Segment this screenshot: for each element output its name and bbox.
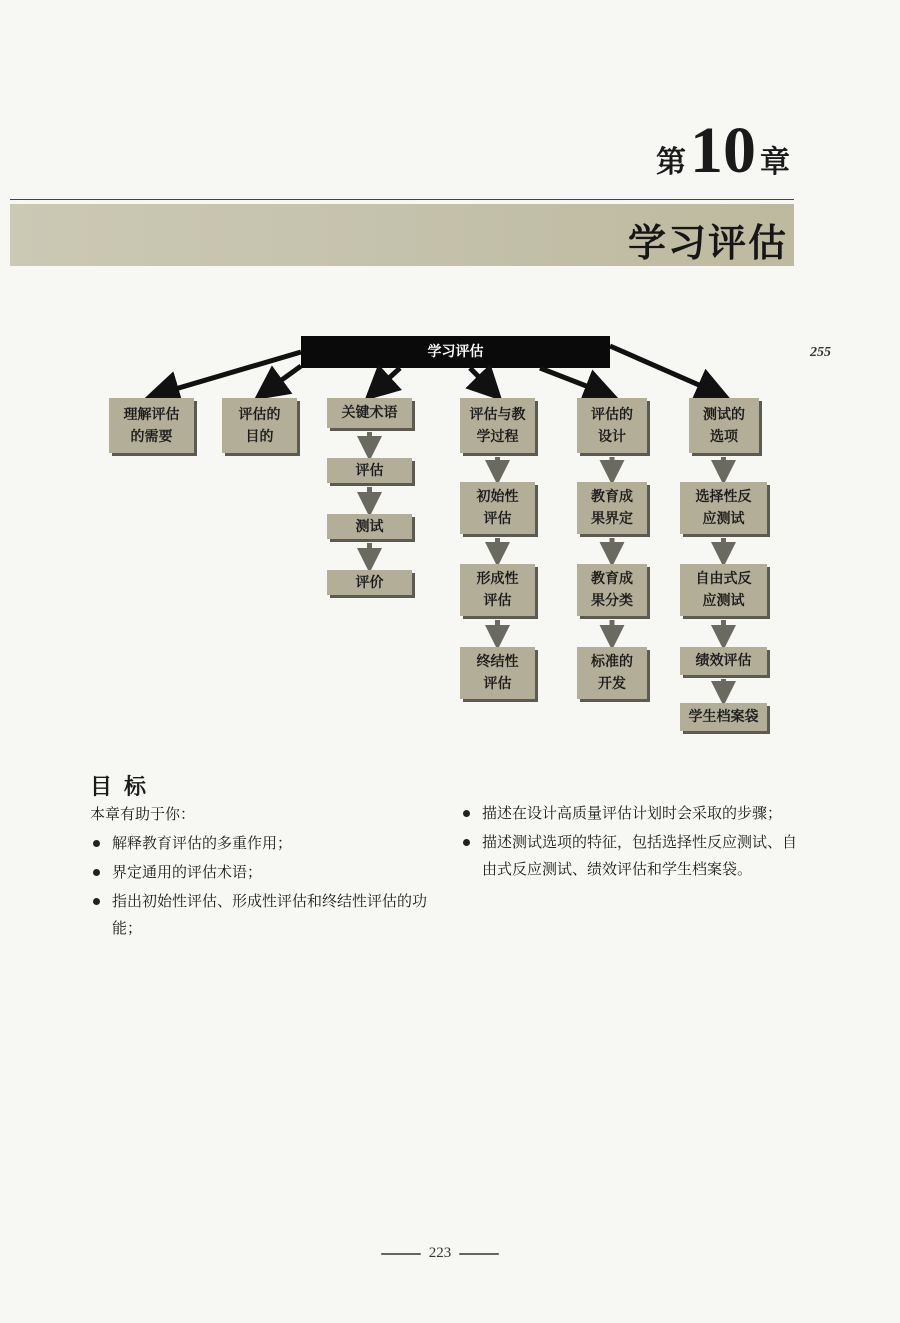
node-label bbox=[460, 568, 535, 612]
objective-item: 描述测试选项的特征，包括选择性反应测试、自由式反应测试、绩效评估和学生档案袋。 bbox=[460, 829, 800, 883]
footer-ornament bbox=[459, 1253, 499, 1255]
node-label-line: 评估 bbox=[483, 676, 512, 692]
objectives-list-right bbox=[460, 800, 800, 885]
node-label bbox=[460, 404, 535, 448]
node-label-line: 教育成 bbox=[591, 489, 633, 505]
node-label-line: 果分类 bbox=[591, 593, 633, 609]
margin-page-number: 255 bbox=[810, 345, 831, 360]
bullet-icon bbox=[93, 840, 100, 847]
node-label bbox=[327, 516, 412, 538]
connector-arrow bbox=[470, 368, 498, 396]
root-node-label: 学习评估 bbox=[427, 344, 484, 360]
objective-item: 解释教育评估的多重作用； bbox=[90, 830, 430, 857]
node-label-line: 学生档案袋 bbox=[688, 709, 759, 725]
node-label bbox=[680, 486, 767, 530]
node-label-line: 绩效评估 bbox=[695, 653, 752, 669]
connector-arrow bbox=[370, 368, 401, 396]
node-label bbox=[577, 486, 647, 530]
node-label bbox=[327, 572, 412, 594]
objective-item: 界定通用的评估术语； bbox=[90, 859, 430, 886]
node-label bbox=[460, 651, 535, 695]
node-label bbox=[460, 486, 535, 530]
node-label-line: 自由式反 bbox=[695, 571, 752, 587]
node-label-line: 初始性 bbox=[476, 489, 519, 505]
node-label bbox=[680, 568, 767, 612]
chapter-suffix: 章 bbox=[760, 145, 790, 180]
objectives-intro: 本章有助于你： bbox=[90, 805, 196, 823]
bullet-icon bbox=[463, 839, 470, 846]
node-label-line: 形成性 bbox=[476, 571, 519, 587]
objective-item: 指出初始性评估、形成性评估和终结性评估的功能； bbox=[90, 888, 430, 942]
node-label-line: 设计 bbox=[598, 428, 626, 445]
node-label bbox=[327, 402, 412, 424]
bullet-icon bbox=[463, 810, 470, 817]
connector-arrow bbox=[610, 346, 724, 396]
node-label-line: 果界定 bbox=[591, 511, 633, 527]
node-label-line: 评估的 bbox=[591, 406, 633, 423]
connector-arrow bbox=[540, 368, 612, 396]
footer-ornament bbox=[381, 1253, 421, 1255]
node-label bbox=[577, 404, 647, 448]
node-label-line: 关键术语 bbox=[341, 405, 398, 421]
objectives-heading: 目标 bbox=[90, 775, 159, 800]
node-label-line: 选择性反 bbox=[695, 489, 752, 505]
connector-arrow bbox=[152, 352, 302, 396]
page-footer bbox=[370, 1245, 510, 1262]
connector-arrow bbox=[260, 366, 302, 396]
objectives-list-left bbox=[90, 830, 430, 944]
node-label-line: 评估 bbox=[483, 593, 512, 609]
node-label bbox=[689, 404, 759, 448]
node-label-line: 应测试 bbox=[702, 511, 745, 527]
bullet-icon bbox=[93, 869, 100, 876]
node-label-line: 标准的 bbox=[591, 654, 633, 670]
chapter-number: 10 bbox=[690, 114, 756, 187]
chapter-prefix: 第 bbox=[656, 145, 686, 180]
objective-item: 描述在设计高质量评估计划时会采取的步骤； bbox=[460, 800, 800, 827]
node-label bbox=[327, 460, 412, 482]
node-label-line: 评估的 bbox=[238, 406, 281, 423]
node-label-line: 教育成 bbox=[591, 571, 633, 587]
node-label-line: 开发 bbox=[598, 676, 626, 692]
node-label-line: 的需要 bbox=[130, 428, 173, 445]
node-label bbox=[577, 568, 647, 612]
node-label-line: 评估 bbox=[355, 462, 384, 479]
node-label-line: 评估 bbox=[483, 511, 512, 527]
node-label bbox=[222, 404, 297, 448]
node-label-line: 选项 bbox=[710, 428, 738, 445]
node-label-line: 终结性 bbox=[476, 654, 519, 670]
node-label bbox=[577, 651, 647, 695]
node-label-line: 测试 bbox=[355, 518, 384, 535]
node-label bbox=[680, 650, 767, 672]
bullet-icon bbox=[93, 898, 100, 905]
page-number: 223 bbox=[428, 1245, 452, 1261]
node-label-line: 学过程 bbox=[476, 428, 519, 445]
node-label-line: 评价 bbox=[355, 574, 384, 591]
node-label bbox=[680, 706, 767, 728]
node-label-line: 测试的 bbox=[703, 406, 745, 423]
node-label-line: 理解评估 bbox=[123, 406, 180, 423]
chapter-title: 学习评估 bbox=[627, 221, 788, 265]
node-label bbox=[109, 404, 194, 448]
node-label-line: 目的 bbox=[245, 428, 274, 445]
node-label-line: 评估与教 bbox=[469, 406, 526, 423]
node-label-line: 应测试 bbox=[702, 593, 745, 609]
